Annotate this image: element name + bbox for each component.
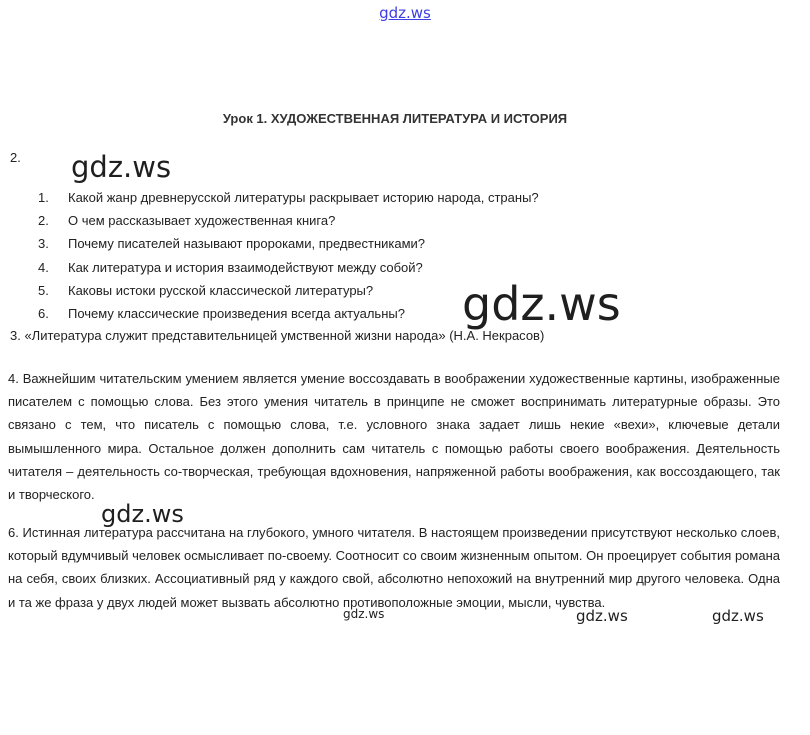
question-text: Почему писателей называют пророками, предвестниками? xyxy=(68,236,426,252)
section-6-paragraph: 6. Истинная литература рассчитана на глубокого, умного читателя. В настоящем произведении присутствуют несколько слоев, который вдумчивый человек осмысливает по-своему. Соотносит со своим жизненным опытом. Он проецирует события романа на себя, своих близких. Ассоциативный ряд у каждого свой, абсолютно непохожий на внутренний мир другого человека. Одна и та же фраза у двух людей может вызвать абсолютно противоположные эмоции, мысли, чувства. xyxy=(8,525,780,610)
question-text: Каковы истоки русской классической литературы? xyxy=(68,282,374,298)
question-number: 2. xyxy=(38,213,49,229)
watermark-large-1: gdz.ws xyxy=(71,150,172,184)
question-number: 3. xyxy=(38,236,49,252)
list-item xyxy=(38,209,539,232)
watermark-small-2: gdz.ws xyxy=(576,607,628,625)
lesson-title: Урок 1. ХУДОЖЕСТВЕННАЯ ЛИТЕРАТУРА И ИСТОРИЯ xyxy=(222,111,568,126)
watermark-small-1: gdz.ws xyxy=(343,607,385,621)
list-item xyxy=(38,186,539,209)
question-text: Какой жанр древнерусской литературы раскрывает историю народа, страны? xyxy=(68,190,539,205)
watermark-medium: gdz.ws xyxy=(101,500,184,528)
watermark-small-3: gdz.ws xyxy=(712,607,764,625)
question-number: 6. xyxy=(38,305,49,321)
list-item xyxy=(38,256,539,279)
question-number: 4. xyxy=(38,259,49,275)
question-number: 5. xyxy=(38,282,49,298)
list-item xyxy=(38,232,539,255)
watermark-top-link[interactable]: gdz.ws xyxy=(379,4,431,22)
question-text: Как литература и история взаимодействуют между собой? xyxy=(68,259,423,275)
question-number: 1. xyxy=(38,190,49,205)
section-2-number: 2. xyxy=(10,150,21,165)
watermark-large-2: gdz.ws xyxy=(462,277,621,331)
section-3-quote: 3. «Литература служит представительницей умственной жизни народа» (Н.А. Некрасов) xyxy=(10,328,545,343)
question-text: О чем рассказывает художественная книга? xyxy=(68,213,336,229)
question-text: Почему классические произведения всегда актуальны? xyxy=(68,305,405,321)
section-4-paragraph: 4. Важнейшим читательским умением является умение воссоздавать в воображении художественные картины, изображенные писателем с помощью слова. Без этого умения читатель в принципе не сможет воспринимать литературные образы. Это связано с тем, что писатель с помощью слова, т.е. условного знака задает лишь некие «вехи», ключевые детали вымышленного мира. Остальное должен дополнить сам читатель с помощью работы своего воображения. Деятельность читателя – деятельность со-творческая, требующая вдохновения, напряженной работы воображения, как воссоздающего, так и творческого. xyxy=(8,371,780,503)
